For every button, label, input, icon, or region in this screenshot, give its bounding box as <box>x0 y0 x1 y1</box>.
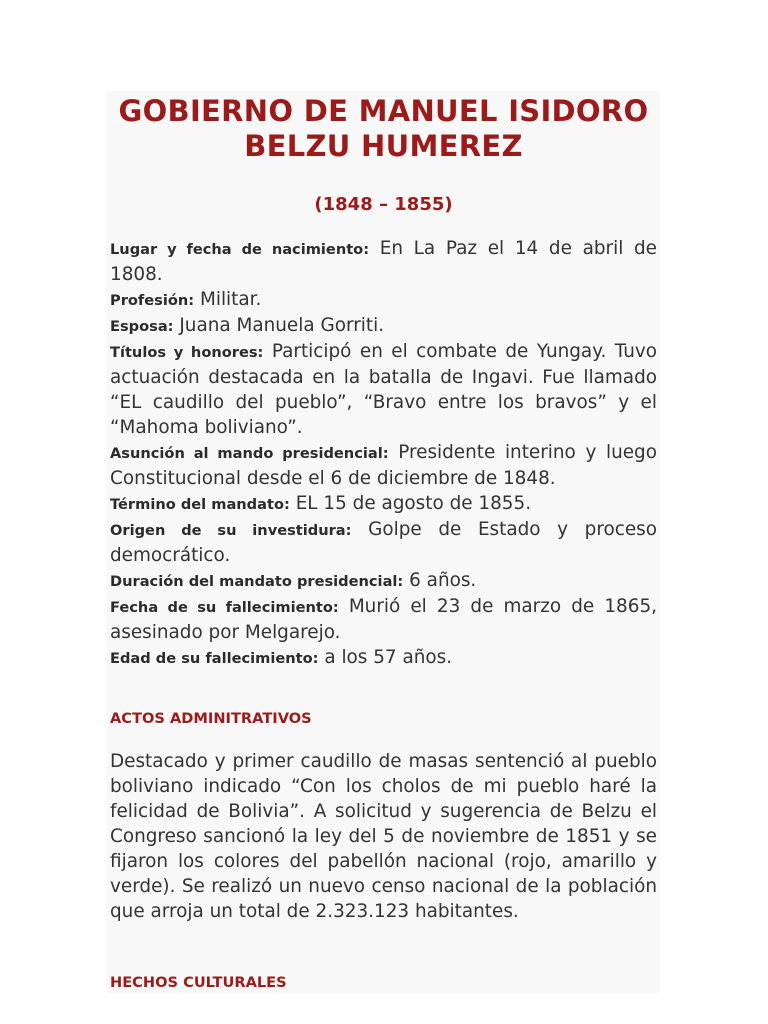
section-heading-culture: HECHOS CULTURALES <box>110 974 287 991</box>
period-years: (1848 – 1855) <box>314 194 453 215</box>
field-value: Golpe de Estado y proceso democrático. <box>110 519 657 566</box>
field-value: 6 años. <box>409 570 477 591</box>
document-page <box>107 91 660 993</box>
field-value: Militar. <box>199 289 262 310</box>
field-assumption <box>110 440 657 491</box>
field-value: Murió el 23 de marzo de 1865, asesinado por Melgarejo. <box>110 596 657 643</box>
field-term-end <box>110 491 657 517</box>
field-label: Fecha de su fallecimiento: <box>110 599 339 616</box>
field-label: Origen de su investidura: <box>110 522 352 539</box>
field-value: Presidente interino y luego Constitucional desde el 6 de diciembre de 1848. <box>110 442 657 489</box>
biography-info <box>110 236 657 671</box>
field-label: Duración del mandato presidencial: <box>110 573 404 590</box>
field-origin <box>110 517 657 568</box>
field-value: a los 57 años. <box>324 647 453 668</box>
field-value: EL 15 de agosto de 1855. <box>295 493 532 514</box>
field-value: En La Paz el 14 de abril de 1808. <box>110 238 657 285</box>
field-honors <box>110 339 657 440</box>
field-death-age <box>110 645 657 671</box>
field-label: Profesión: <box>110 292 195 309</box>
field-label: Lugar y fecha de nacimiento: <box>110 241 370 258</box>
field-profession <box>110 287 657 313</box>
field-spouse <box>110 313 657 339</box>
field-label: Término del mandato: <box>110 496 290 513</box>
field-label: Títulos y honores: <box>110 344 264 361</box>
field-value: Participó en el combate de Yungay. Tuvo actuación destacada en la batalla de Ingavi. Fue llamado “EL caudillo del pueblo”, “Bravo entre los bravos” y el “Mahoma boliviano”. <box>110 341 657 438</box>
field-label: Esposa: <box>110 318 174 335</box>
field-label: Edad de su fallecimiento: <box>110 650 319 667</box>
paragraph: Destacado y primer caudillo de masas sentenció al pueblo boliviano indicado “Con los cholos de mi pueblo haré la felicidad de Bolivia”. A solicitud y sugerencia de Belzu el Congreso sancionó la ley del 5 de noviembre de 1851 y se fijaron los colores del pabellón nacional (rojo, amarillo y verde). Se realizó un nuevo censo nacional de la población que arroja un total de 2.323.123 habitantes. <box>110 751 657 922</box>
field-death-date <box>110 594 657 645</box>
field-duration <box>110 568 657 594</box>
section-heading-admin: ACTOS ADMINITRATIVOS <box>110 710 312 727</box>
field-birth <box>110 236 657 287</box>
section-body-admin <box>110 749 657 924</box>
page-title: GOBIERNO DE MANUEL ISIDORO BELZU HUMEREZ <box>118 94 649 163</box>
field-label: Asunción al mando presidencial: <box>110 445 389 462</box>
field-value: Juana Manuela Gorriti. <box>179 315 385 336</box>
